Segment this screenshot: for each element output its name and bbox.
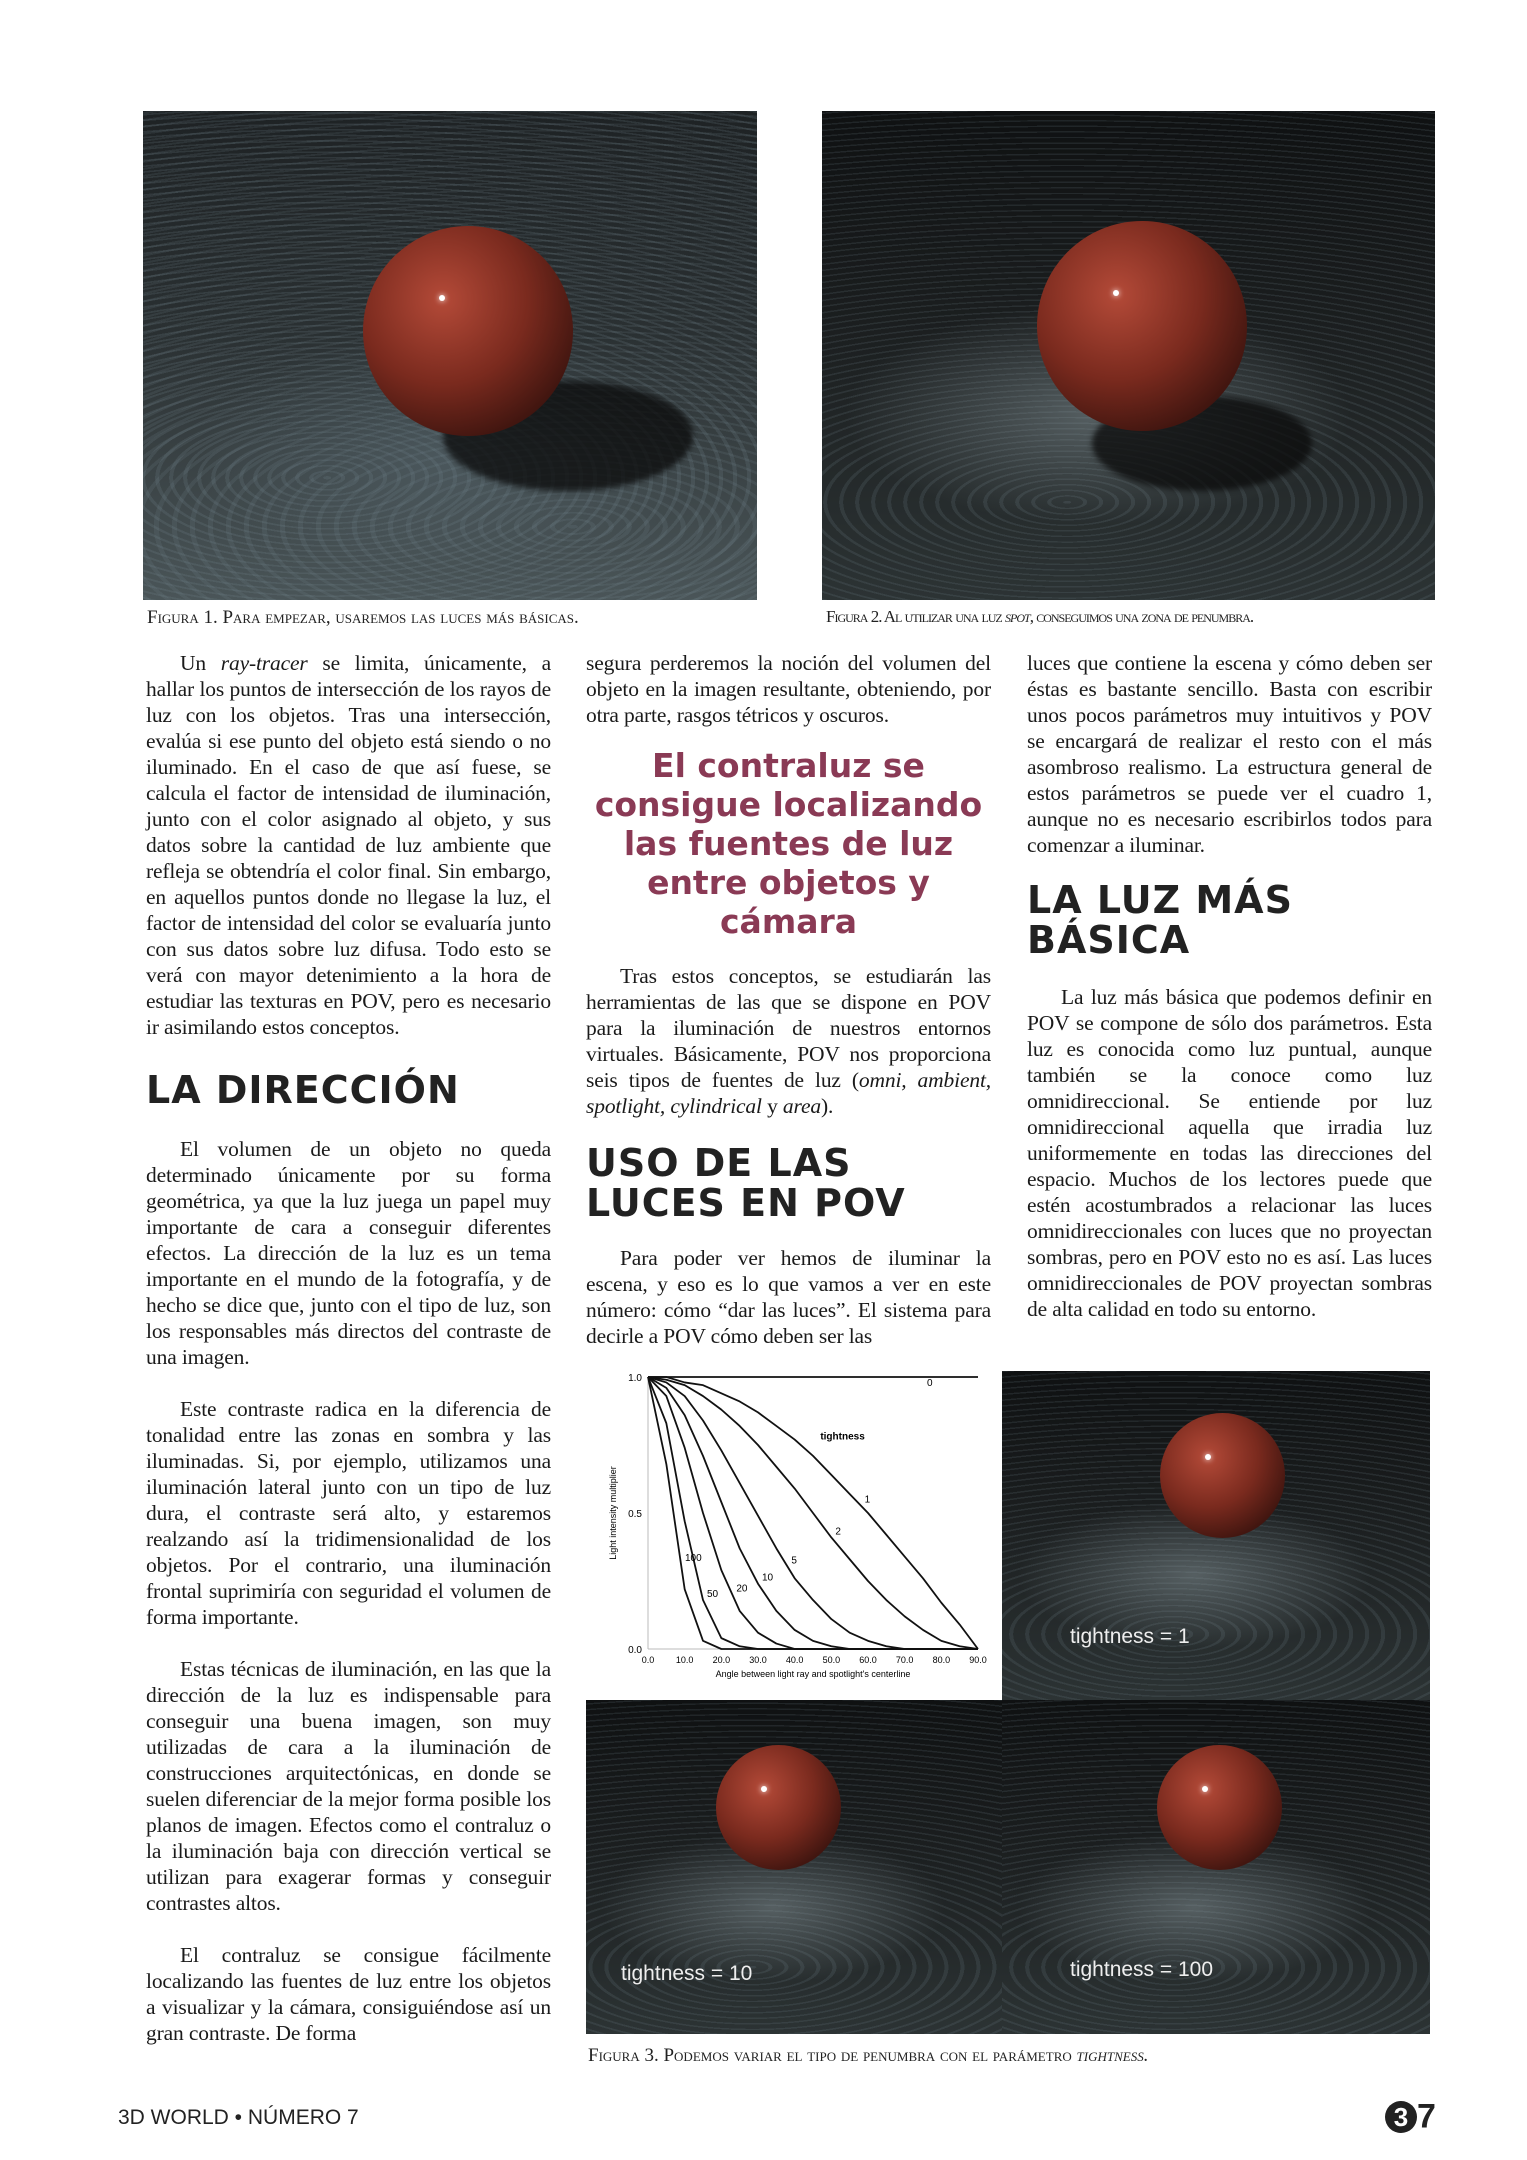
text: ).	[820, 1094, 834, 1118]
paragraph: Para poder ver hemos de iluminar la escena, y eso es lo que vamos a ver en este número: cómo “dar las luces”. El sistema para decirle a POV cómo deben ser las	[586, 1246, 991, 1348]
text: Tras estos conceptos, se estudiarán las herramientas de las que se dispone en POV para la iluminación de nuestros entornos virtuales. Básicamente, POV nos proporciona seis tipos de fuentes de luz (	[586, 964, 991, 1092]
render-tightness-10	[586, 1700, 1002, 2034]
red-sphere	[716, 1745, 841, 1870]
figure-3-panel	[586, 1371, 1430, 2034]
red-sphere	[1037, 221, 1247, 431]
x-tick-label: 10.0	[675, 1655, 694, 1665]
paragraph	[586, 963, 991, 1119]
x-tick-label: 20.0	[712, 1655, 731, 1665]
x-axis-label: Angle between light ray and spotlight's centerline	[715, 1669, 911, 1679]
text: Un	[180, 651, 221, 675]
paragraph	[146, 650, 551, 1040]
series-label-20: 20	[736, 1583, 748, 1595]
x-tick-label: 40.0	[785, 1655, 804, 1665]
series-label-0: 0	[927, 1377, 933, 1389]
paragraph: El volumen de un objeto no queda determinado únicamente por su forma geométrica, ya que la luz juega un papel muy importante de cara a conseguir diferentes efectos. La dirección de la luz es un tema importante en el mundo de la fotografía, y de hecho se dice que, junto con el tipo de luz, son los responsables más directos del contraste de una imagen.	[146, 1137, 551, 1369]
y-tick-label: 0.0	[628, 1645, 642, 1656]
legend-title: tightness	[820, 1431, 865, 1443]
tightness-label: tightness = 100	[1070, 1958, 1214, 1981]
caption-italic: spot	[1005, 607, 1030, 626]
paragraph: segura perderemos la noción del volumen del objeto en la imagen resultante, obteniendo, por otra parte, rasgos tétricos y oscuros.	[586, 651, 991, 727]
series-line-2	[648, 1377, 978, 1649]
caption-italic: tightness.	[1076, 2045, 1149, 2066]
page-number	[1385, 2096, 1436, 2137]
series-label-50: 50	[707, 1589, 719, 1601]
series-label-100: 100	[685, 1553, 702, 1565]
render-tightness-100	[1002, 1700, 1430, 2034]
chart-svg	[586, 1371, 1002, 1700]
page-number-circled: 3	[1385, 2101, 1417, 2133]
caption-text: Figura 2. Al utilizar una luz	[826, 607, 1006, 626]
x-tick-label: 30.0	[749, 1655, 767, 1665]
text-italic: area	[782, 1094, 821, 1118]
paragraph: El contraluz se consigue fácilmente localizando las fuentes de luz entre los objetos a visualizar y la cámara, consiguiéndose así un gran contraste. De forma	[146, 1943, 551, 2045]
tightness-label: tightness = 10	[621, 1962, 753, 1985]
y-tick-label: 0.5	[628, 1509, 642, 1520]
heading-la-luz-mas-basica: LA LUZ MÁS BÁSICA	[1027, 878, 1293, 962]
heading-la-direccion: LA DIRECCIÓN	[146, 1068, 460, 1112]
text: se limita, únicamente, a hallar los puntos de intersección de los rayos de luz con los objetos. Tras una intersección, evalúa si ese punto del objeto está siendo o no iluminado. En el caso de que así fuese, se calcula el factor de intensidad de iluminación, junto con el color asignado al objeto, y sus datos sobre la cantidad de luz ambiente que refleja se obtendría el color final. Sin embargo, en aquellos puntos donde no llegase la luz, el factor de intensidad del color se evaluaría junto con sus datos sobre luz difusa. Todo esto se verá con mayor detenimiento a la hora de estudiar las texturas en POV, pero es necesario ir asimilando estos conceptos.	[146, 651, 551, 1039]
column-2	[586, 650, 991, 1349]
column-1	[146, 650, 551, 2046]
x-tick-label: 70.0	[895, 1655, 914, 1665]
page-number-digit: 7	[1417, 2097, 1436, 2136]
paragraph: Este contraste radica en la diferencia de tonalidad entre las zonas en sombra y las iluminadas. Si, por ejemplo, utilizamos una iluminación lateral junto con un tipo de luz dura, el contraste será alto, y estaremos realzando así la tridimensionalidad de los objetos. Por el contrario, una iluminación frontal suprimiría con seguridad el volumen de forma importante.	[146, 1397, 551, 1629]
red-sphere	[1157, 1745, 1282, 1870]
y-tick-label: 1.0	[628, 1373, 642, 1384]
x-tick-label: 0.0	[641, 1655, 655, 1665]
red-sphere	[363, 226, 573, 436]
column-3	[1027, 650, 1432, 1322]
series-label-2: 2	[835, 1526, 841, 1538]
x-tick-label: 80.0	[932, 1655, 951, 1665]
series-label-5: 5	[791, 1555, 797, 1567]
text-italic: omni, ambient, spotlight, cylindrical	[586, 1068, 991, 1118]
figure-3-caption	[588, 2045, 1148, 2067]
caption-text: , conseguimos una zona de penumbra.	[1029, 607, 1254, 626]
text: y	[761, 1094, 783, 1118]
x-tick-label: 60.0	[859, 1655, 877, 1665]
caption-text: Figura 3. Podemos variar el tipo de penumbra con el parámetro	[588, 2045, 1077, 2066]
footer-magazine: 3D WORLD • NÚMERO 7	[118, 2106, 359, 2129]
paragraph: Estas técnicas de iluminación, en las que la dirección de la luz es indispensable para conseguir una buena imagen, son muy utilizadas de cara a la iluminación de construcciones arquitectónicas, en donde se suelen diferenciar de la mejor forma posible los planos de imagen. Efectos como el contraluz o la iluminación baja con dirección vertical se utilizan para exagerar formas y conseguir contrastes altos.	[146, 1657, 551, 1915]
tightness-label: tightness = 1	[1070, 1625, 1190, 1648]
x-tick-label: 50.0	[822, 1655, 841, 1665]
figure-2-caption	[826, 607, 1253, 627]
paragraph: luces que contiene la escena y cómo deben ser éstas es bastante sencillo. Basta con escribir unos pocos parámetros muy intuitivos y POV se encargará de realizar el resto con el más asombroso realismo. La estructura general de estos parámetros se puede ver el cuadro 1, aunque no es necesario escribirlos todos para comenzar a iluminar.	[1027, 651, 1432, 857]
series-label-10: 10	[762, 1572, 774, 1584]
heading-uso-de-las-luces: USO DE LAS LUCES EN POV	[586, 1141, 906, 1225]
paragraph: La luz más básica que podemos definir en POV se compone de sólo dos parámetros. Esta luz es conocida como luz puntual, aunque también se la conoce como luz omnidireccional. Se entiende por luz omnidireccional aquella que irradia luz uniformemente en todas las direcciones del espacio. Muchos de los lectores puede que estén acostumbrados a relacionar las luces omnidireccionales con luces que no proyectan sombras, pero en POV esto no es así. Las luces omnidireccionales de POV proyectan sombras de alta calidad en todo su entorno.	[1027, 985, 1432, 1321]
tightness-chart	[586, 1371, 1002, 1700]
figure-1-caption: Figura 1. Para empezar, usaremos las luces más básicas.	[147, 607, 579, 628]
text-italic: ray-tracer	[220, 651, 308, 675]
x-tick-label: 90.0	[969, 1655, 987, 1665]
figure-1-render	[143, 111, 757, 600]
render-tightness-1	[1002, 1371, 1430, 1700]
pull-quote: El contraluz se consigue localizando las fuentes de luz entre objetos y cámara	[594, 746, 983, 941]
y-axis-label: Light intensity multiplier	[608, 1466, 618, 1560]
series-label-1: 1	[864, 1494, 871, 1506]
red-sphere	[1160, 1413, 1285, 1538]
figure-2-render	[822, 111, 1435, 600]
